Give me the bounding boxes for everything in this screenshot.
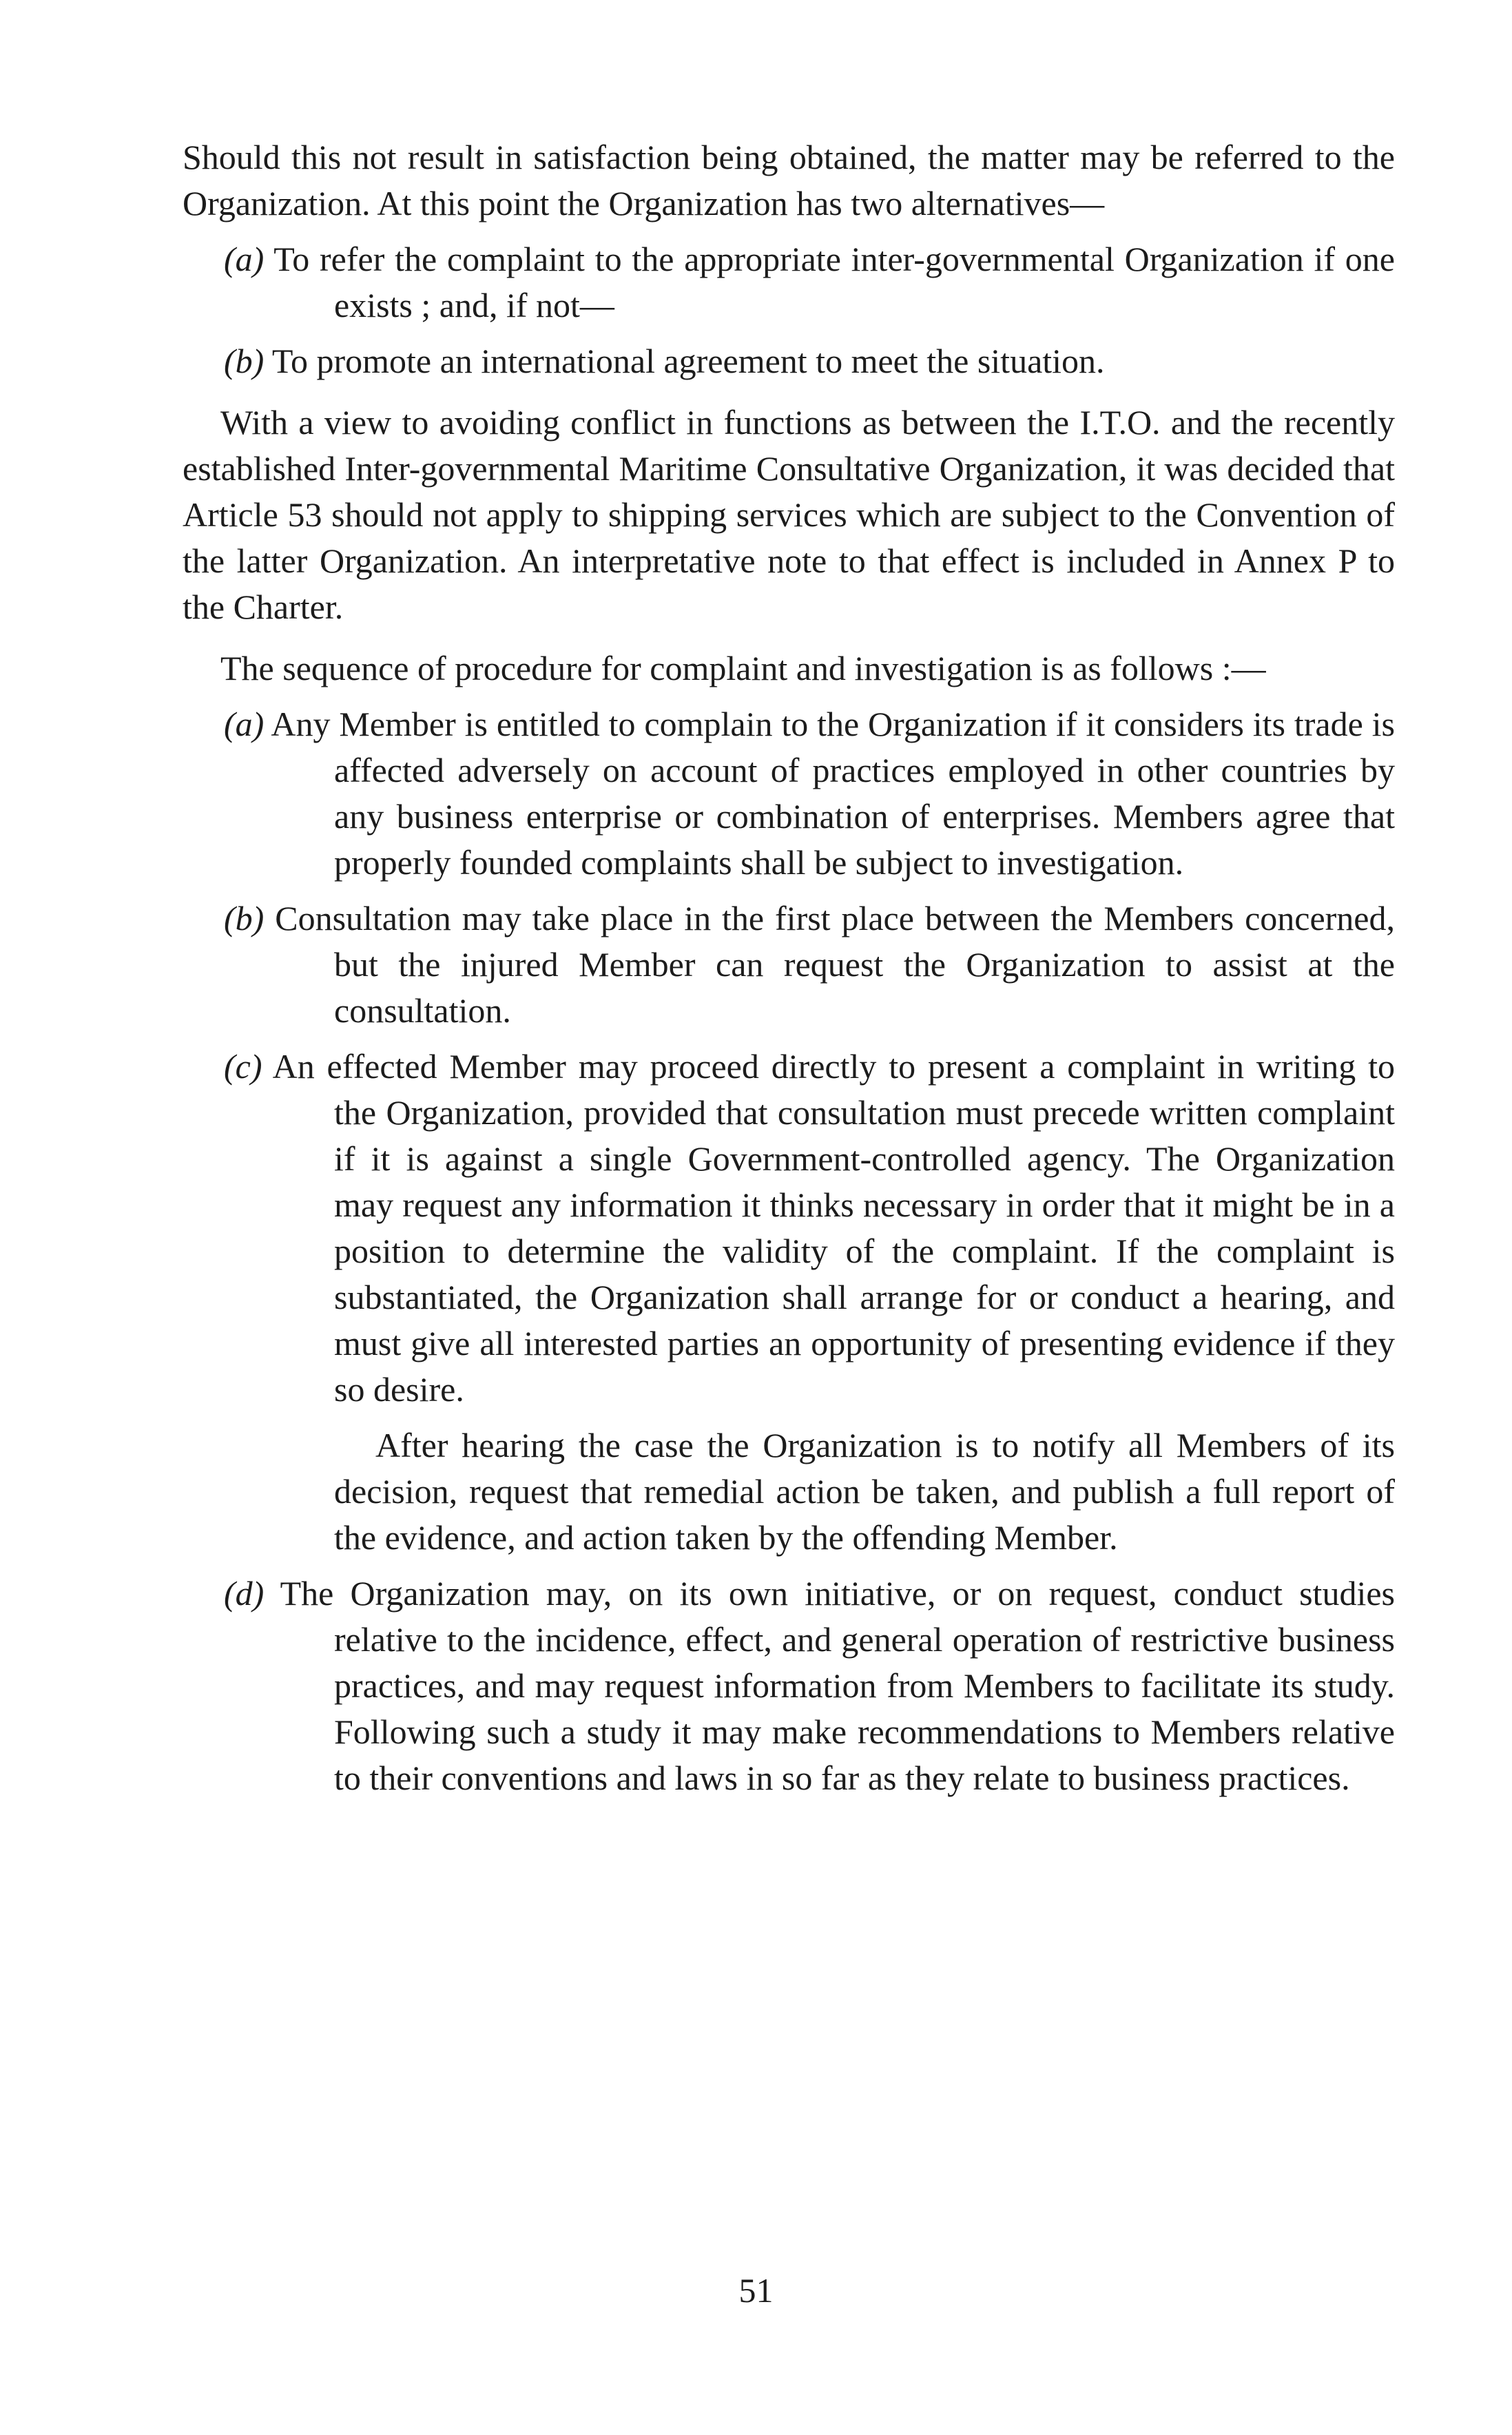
procedure-item-a [183, 701, 1395, 886]
procedure-item-b [183, 895, 1395, 1034]
alternative-item-a [183, 236, 1395, 329]
alternative-label-a: (a) [224, 240, 265, 278]
shipping-paragraph: With a view to avoiding conflict in functions as between the I.T.O. and the recently established Inter-governmental Maritime Consultative Organization, it was decided that Article 53 should not apply to shipping services which are subject to the Convention of the latter Organization. An interpretative note to that effect is included in Annex P to the Charter. [183, 403, 1395, 626]
procedure-item-c [183, 1044, 1395, 1413]
intro-paragraph: Should this not result in satisfaction being obtained, the matter may be referred to the Organization. At this point the Organization has two alternatives— [183, 138, 1395, 222]
procedure-text-a: Any Member is entitled to complain to the Organization if it considers its trade is affected adversely on account of practices employed in other countries by any business enterprise or combination of enterprises. Members agree that properly founded complaints shall be subject to investigation. [271, 705, 1395, 882]
procedure-text-b: Consultation may take place in the first place between the Members concerned, but the injured Member can request the Organization to assist at the consultation. [275, 899, 1395, 1030]
document-page [183, 134, 1395, 1801]
procedure-item-d [183, 1571, 1395, 1801]
procedure-label-c: (c) [224, 1047, 262, 1086]
procedure-item-c-continuation: After hearing the case the Organization is to notify all Members of its decision, request that remedial action be taken, and publish a full report of the evidence, and action taken by the offending Member. [334, 1426, 1395, 1557]
alternative-text-a: To refer the complaint to the appropriate inter-governmental Organization if one exists ; and, if not— [273, 240, 1395, 324]
procedure-label-d: (d) [224, 1574, 265, 1613]
procedure-label-a: (a) [224, 705, 265, 743]
procedure-text-c: An effected Member may proceed directly to present a complaint in writing to the Organization, provided that consultation must precede written complaint if it is against a single Government-controlled agency. The Organization may request any information it thinks necessary in order that it might be in a position to determine the validity of the complaint. If the complaint is substantiated, the Organization shall arrange for or conduct a hearing, and must give all interested parties an opportunity of presenting evidence if they so desire. [272, 1047, 1395, 1409]
alternative-item-b [183, 338, 1395, 384]
alternative-text-b: To promote an international agreement to meet the situation. [271, 342, 1105, 380]
page-number: 51 [738, 2271, 774, 2310]
procedure-label-b: (b) [224, 899, 265, 937]
sequence-intro-paragraph: The sequence of procedure for complaint and investigation is as follows :— [220, 649, 1266, 687]
alternative-label-b: (b) [224, 342, 265, 380]
procedure-text-d: The Organization may, on its own initiative, or on request, conduct studies relative to the incidence, effect, and general operation of restrictive business practices, and may request information from Members to facilitate its study. Following such a study it may make recommendations to Members relative to their conventions and laws in so far as they relate to business practices. [280, 1574, 1395, 1797]
